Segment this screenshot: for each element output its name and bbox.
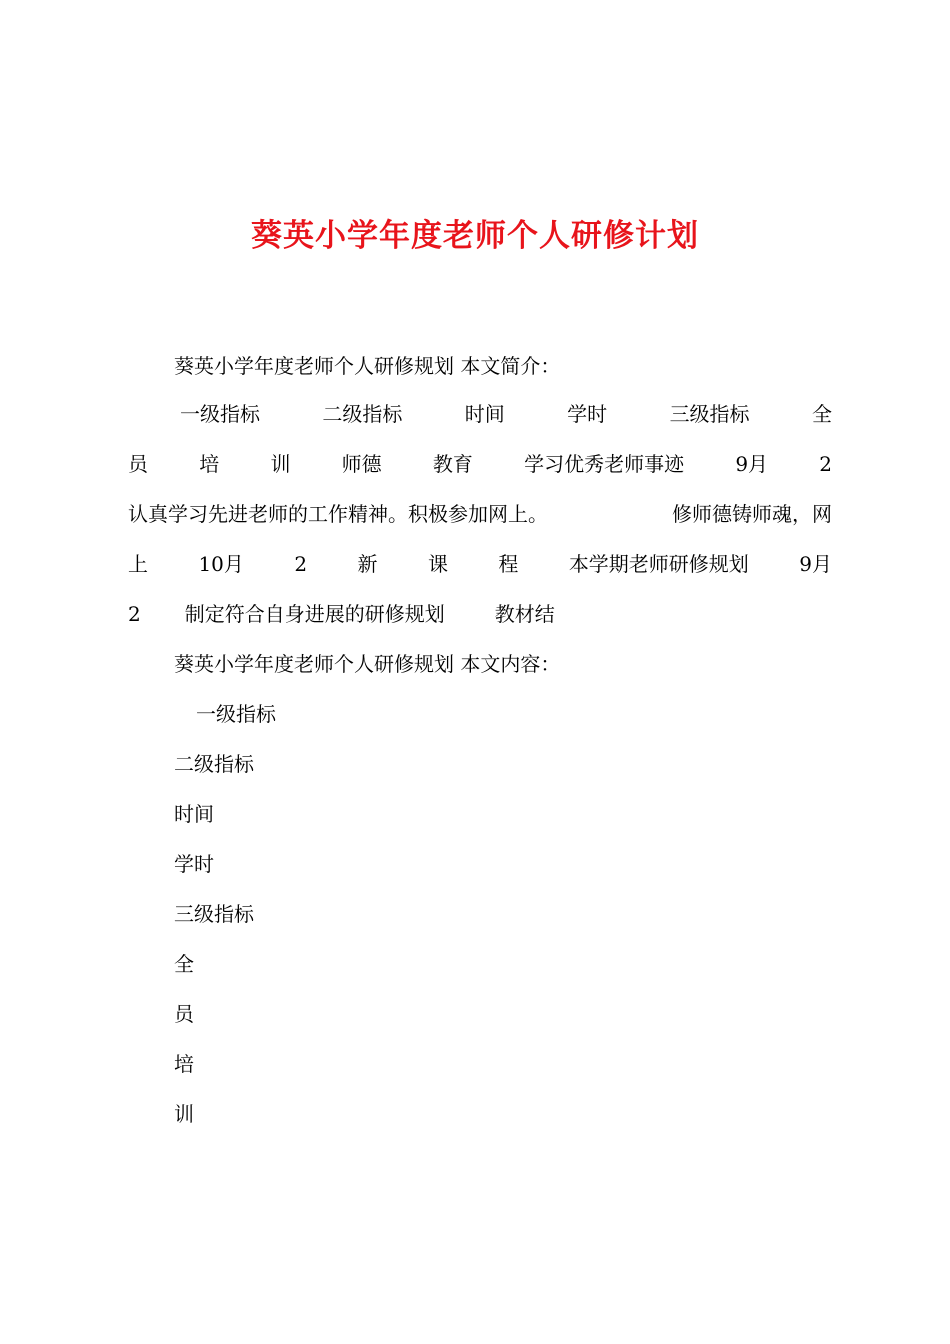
summary-cell: 三级指标	[669, 402, 750, 426]
summary-cell: 程	[498, 552, 519, 576]
summary-cell: 二级指标	[322, 402, 403, 426]
content-item: 时间	[174, 802, 214, 826]
summary-cell: 学时	[567, 402, 608, 426]
summary-cell: 认真学习先进老师的工作精神。积极参加网上。	[128, 502, 548, 526]
summary-cell: 时间	[464, 402, 505, 426]
summary-cell: 2	[128, 602, 141, 626]
summary-cell: 本学期老师研修规划	[568, 552, 749, 576]
summary-cell: 全	[811, 402, 832, 426]
summary-cell: 教材结	[494, 602, 555, 626]
summary-cell: 修师德铸师魂，网	[672, 502, 832, 526]
document-title: 葵英小学年度老师个人研修计划	[251, 218, 699, 254]
summary-cell: 2	[294, 552, 308, 576]
summary-cell: 9月	[735, 452, 769, 476]
summary-cell: 训	[270, 452, 291, 476]
summary-row-2	[128, 439, 832, 489]
content-item: 三级指标	[174, 902, 254, 926]
content-item: 一级指标	[196, 702, 276, 726]
content-item: 员	[174, 1002, 194, 1026]
content-item: 全	[174, 952, 194, 976]
summary-cell: 师德	[341, 452, 382, 476]
summary-cell: 上	[128, 552, 148, 576]
summary-cell: 新	[357, 552, 378, 576]
summary-table-text	[128, 389, 832, 639]
content-item: 训	[174, 1102, 194, 1126]
summary-cell: 10月	[198, 552, 244, 576]
content-heading: 葵英小学年度老师个人研修规划 本文内容：	[174, 652, 561, 676]
summary-cell: 2	[819, 452, 832, 476]
summary-cell: 培	[199, 452, 220, 476]
content-item: 二级指标	[174, 752, 254, 776]
summary-row-3	[128, 489, 832, 539]
content-item: 培	[174, 1052, 194, 1076]
summary-cell: 学习优秀老师事迹	[524, 452, 685, 476]
summary-row-1	[128, 389, 832, 439]
summary-cell: 一级指标	[180, 402, 260, 426]
summary-cell: 制定符合自身进展的研修规划	[184, 602, 445, 626]
summary-cell: 课	[427, 552, 448, 576]
summary-heading: 葵英小学年度老师个人研修规划 本文简介：	[174, 354, 561, 378]
content-item: 学时	[174, 852, 214, 876]
summary-row-5	[128, 589, 832, 639]
summary-row-4	[128, 539, 832, 589]
summary-cell: 员	[128, 452, 148, 476]
summary-cell: 9月	[799, 552, 832, 576]
summary-cell: 教育	[432, 452, 473, 476]
